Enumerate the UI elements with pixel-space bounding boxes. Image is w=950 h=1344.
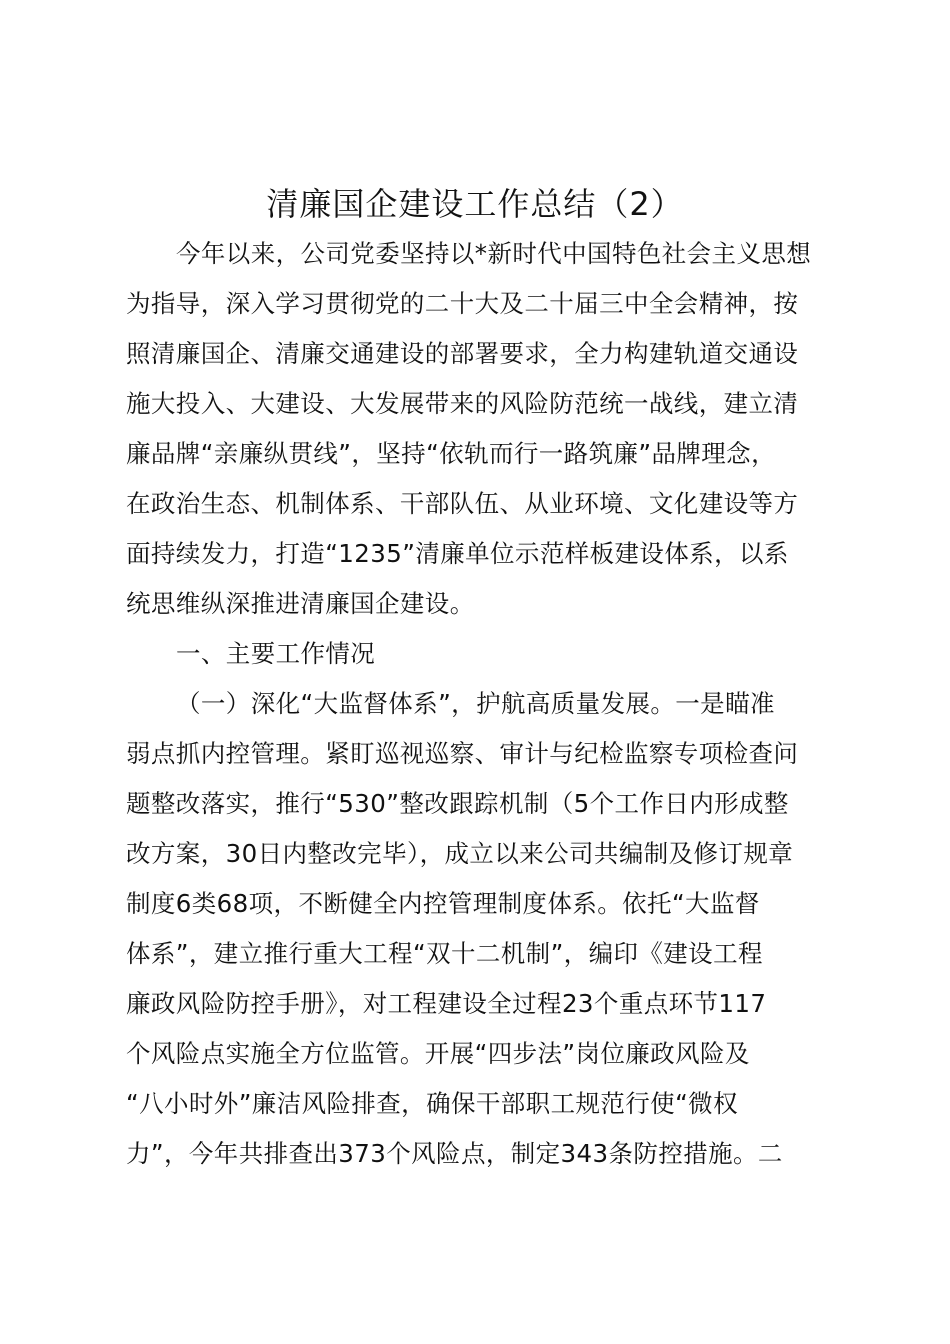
paragraph-line: 制度6类68项，不断健全内控管理制度体系。依托“大监督: [126, 889, 760, 918]
paragraph-line: 统思维纵深推进清廉国企建设。: [126, 589, 475, 618]
paragraph-line: 面持续发力，打造“1235”清廉单位示范样板建设体系，以系: [126, 539, 789, 568]
paragraph-line: “八小时外”廉洁风险排查，确保干部职工规范行使“微权: [126, 1089, 738, 1118]
paragraph-line: 廉品牌“亲廉纵贯线”，坚持“依轨而行一路筑廉”品牌理念，: [126, 439, 776, 468]
paragraph-line: （一）深化“大监督体系”，护航高质量发展。一是瞄准: [176, 689, 775, 718]
paragraph-line: 廉政风险防控手册》，对工程建设全过程23个重点环节117: [126, 989, 767, 1018]
paragraph-line: 在政治生态、机制体系、干部队伍、从业环境、文化建设等方: [126, 489, 799, 518]
paragraph-line: 个风险点实施全方位监管。开展“四步法”岗位廉政风险及: [126, 1039, 750, 1068]
paragraph-line: 为指导，深入学习贯彻党的二十大及二十届三中全会精神，按: [126, 289, 799, 318]
paragraph-line: 施大投入、大建设、大发展带来的风险防范统一战线，建立清: [126, 389, 799, 418]
document-title: 清廉国企建设工作总结（2）: [266, 185, 684, 223]
paragraph-line: 弱点抓内控管理。紧盯巡视巡察、审计与纪检监察专项检查问: [126, 739, 799, 768]
paragraph-line: 力”，今年共排查出373个风险点，制定343条防控措施。二: [126, 1139, 783, 1168]
paragraph-line: 今年以来，公司党委坚持以*新时代中国特色社会主义思想: [176, 239, 812, 268]
paragraph-line: 照清廉国企、清廉交通建设的部署要求，全力构建轨道交通设: [126, 339, 799, 368]
paragraph-line: 改方案，30日内整改完毕），成立以来公司共编制及修订规章: [126, 839, 794, 868]
paragraph-line: 体系”，建立推行重大工程“双十二机制”，编印《建设工程: [126, 939, 763, 968]
paragraph-line: 题整改落实，推行“530”整改跟踪机制（5个工作日内形成整: [126, 789, 789, 818]
section-heading: 一、主要工作情况: [176, 639, 376, 668]
